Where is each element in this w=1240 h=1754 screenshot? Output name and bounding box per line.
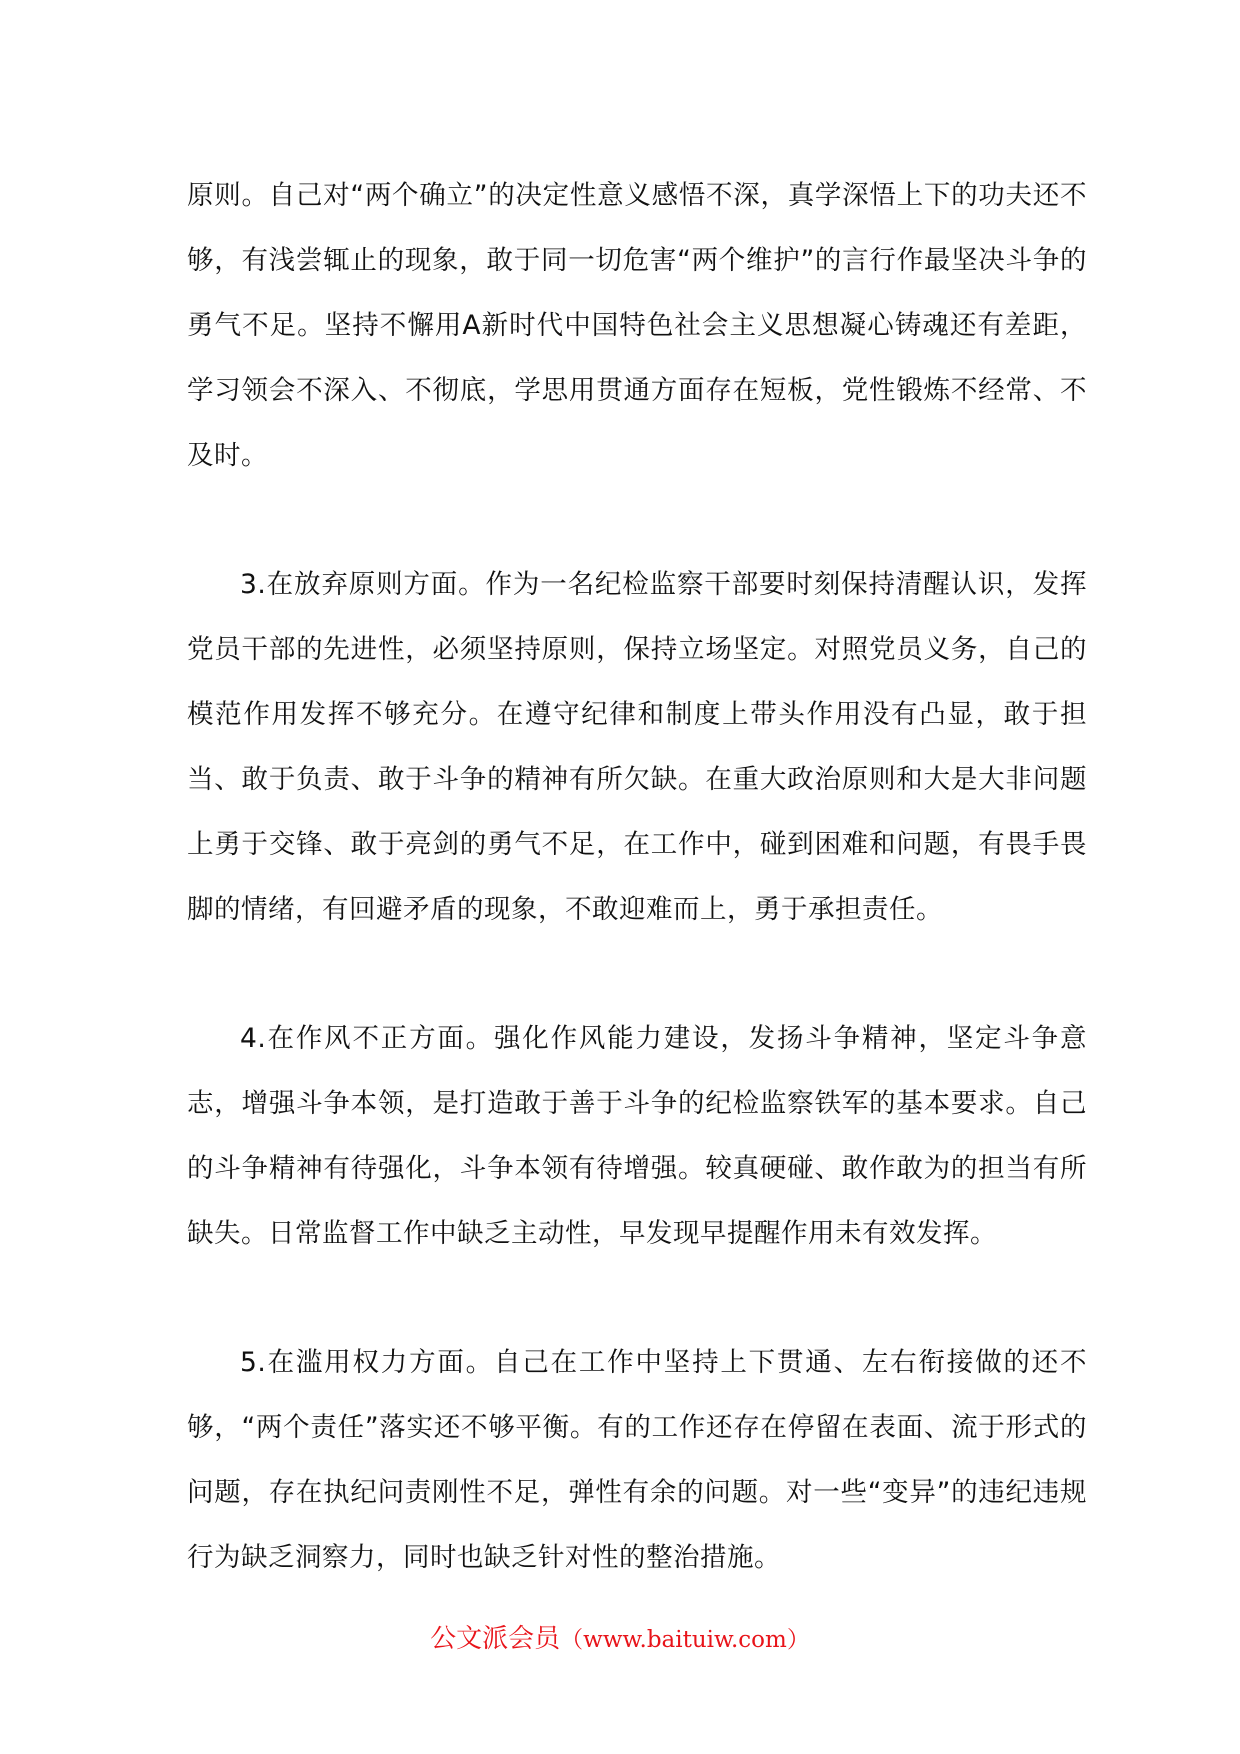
footer-brand: 公文派会员 xyxy=(430,1624,561,1654)
watermark-footer xyxy=(0,1622,1240,1657)
paragraph-gap xyxy=(187,942,1087,1006)
paragraph-item-4: 4.在作风不正方面。强化作风能力建设，发扬斗争精神，坚定斗争意志，增强斗争本领，是打造敢于善于斗争的纪检监察铁军的基本要求。自己的斗争精神有待强化，斗争本领有待增强。较真硬碰、敢作敢为的担当有所缺失。日常监督工作中缺乏主动性，早发现早提醒作用未有效发挥。 xyxy=(187,1023,1087,1249)
paragraph-item-3: 3.在放弃原则方面。作为一名纪检监察干部要时刻保持清醒认识，发挥党员干部的先进性，必须坚持原则，保持立场坚定。对照党员义务，自己的模范作用发挥不够充分。在遵守纪律和制度上带头作用没有凸显，敢于担当、敢于负责、敢于斗争的精神有所欠缺。在重大政治原则和大是大非问题上勇于交锋、敢于亮剑的勇气不足，在工作中，碰到困难和问题，有畏手畏脚的情绪，有回避矛盾的现象，不敢迎难而上，勇于承担责任。 xyxy=(187,569,1087,925)
paragraph-gap xyxy=(187,1266,1087,1330)
paragraph-item-5: 5.在滥用权力方面。自己在工作中坚持上下贯通、左右衔接做的还不够，“两个责任”落实还不够平衡。有的工作还存在停留在表面、流于形式的问题，存在执纪问责刚性不足，弹性有余的问题。对一些“变异”的违纪违规行为缺乏洞察力，同时也缺乏针对性的整治措施。 xyxy=(187,1347,1087,1573)
paragraph-gap xyxy=(187,488,1087,552)
document-body xyxy=(187,163,1087,1590)
footer-url: （www.baituiw.com） xyxy=(560,1627,810,1653)
paragraph-continuation: 原则。自己对“两个确立”的决定性意义感悟不深，真学深悟上下的功夫还不够，有浅尝辄止的现象，敢于同一切危害“两个维护”的言行作最坚决斗争的勇气不足。坚持不懈用A新时代中国特色社会主义思想凝心铸魂还有差距，学习领会不深入、不彻底，学思用贯通方面存在短板，党性锻炼不经常、不及时。 xyxy=(187,180,1087,471)
